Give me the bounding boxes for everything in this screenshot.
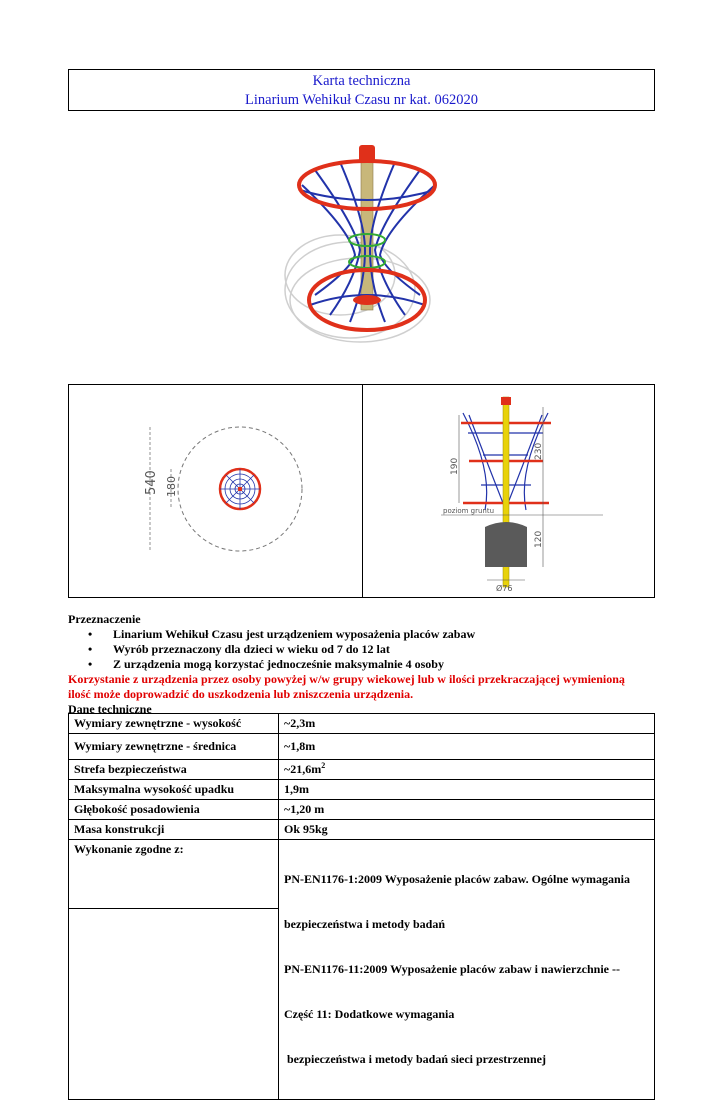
spec-key: Strefa bezpieczeństwa (69, 760, 279, 780)
table-row (69, 840, 655, 909)
compliance-key: Wykonanie zgodne z: (69, 840, 279, 909)
plan-dim-inner: 180 (165, 476, 178, 497)
table-row (69, 760, 655, 780)
spec-value: Ok 95kg (279, 820, 655, 840)
spec-value (279, 760, 655, 780)
side-dim-foundation: 120 (534, 530, 544, 548)
side-dim-pole: Ø76 (496, 584, 513, 593)
spec-value: 1,9m (279, 780, 655, 800)
spec-value: ~2,3m (279, 714, 655, 734)
purpose-item: • Linarium Wehikuł Czasu jest urządzeniem wyposażenia placów zabaw (68, 627, 668, 642)
table-row (69, 820, 655, 840)
tech-data-heading: Dane techniczne (68, 702, 152, 716)
document-title: Karta techniczna (312, 73, 411, 89)
table-row (69, 714, 655, 734)
compliance-line: bezpieczeństwa i metody badań (284, 917, 445, 931)
spec-key: Głębokość posadowienia (69, 800, 279, 820)
compliance-line: Część 11: Dodatkowe wymagania (284, 1007, 455, 1021)
spec-key: Wymiary zewnętrzne - wysokość (69, 714, 279, 734)
side-dim-total-height: 230 (534, 442, 544, 460)
spec-value-text: ~21,6m (284, 762, 322, 776)
warning-line: Korzystanie z urządzenia przez osoby powyżej w/w grupy wiekowej lub w ilości przekraczającej wymienioną (68, 672, 625, 686)
compliance-line: bezpieczeństwa i metody badań sieci przestrzennej (284, 1052, 546, 1066)
purpose-heading: Przeznaczenie (68, 612, 141, 626)
purpose-item: • Wyrób przeznaczony dla dzieci w wieku od 7 do 12 lat (68, 642, 668, 657)
spec-key: Maksymalna wysokość upadku (69, 780, 279, 800)
plan-dim-outer: 540 (144, 470, 159, 495)
side-view-drawing (363, 385, 655, 597)
table-row (69, 734, 655, 760)
spec-value: ~1,20 m (279, 800, 655, 820)
ground-level-label: poziom gruntu (443, 507, 495, 515)
warning-line: ilość może doprowadzić do uszkodzenia lub zniszczenia urządzenia. (68, 687, 414, 701)
empty-cell (69, 909, 279, 1100)
purpose-section (68, 612, 668, 717)
purpose-item: • Z urządzenia mogą korzystać jednocześnie maksymalnie 4 osoby (68, 657, 668, 672)
technical-drawings (68, 384, 655, 598)
side-dim-net-height: 190 (450, 457, 460, 475)
spec-table (68, 713, 655, 1100)
purpose-list (68, 627, 668, 672)
table-row (69, 780, 655, 800)
product-render-image (270, 140, 460, 350)
compliance-value (279, 840, 655, 1100)
plan-view-drawing (69, 385, 362, 597)
spec-value-sup: 2 (321, 761, 326, 770)
compliance-line: PN-EN1176-1:2009 Wyposażenie placów zabaw. Ogólne wymagania (284, 872, 631, 886)
spec-value: ~1,8m (279, 734, 655, 760)
spec-key: Wymiary zewnętrzne - średnica (69, 734, 279, 760)
title-box (68, 69, 655, 111)
compliance-line: PN-EN1176-11:2009 Wyposażenie placów zabaw i nawierzchnie -- (284, 962, 620, 976)
table-row (69, 800, 655, 820)
spec-key: Masa konstrukcji (69, 820, 279, 840)
product-title: Linarium Wehikuł Czasu nr kat. 062020 (245, 92, 478, 108)
